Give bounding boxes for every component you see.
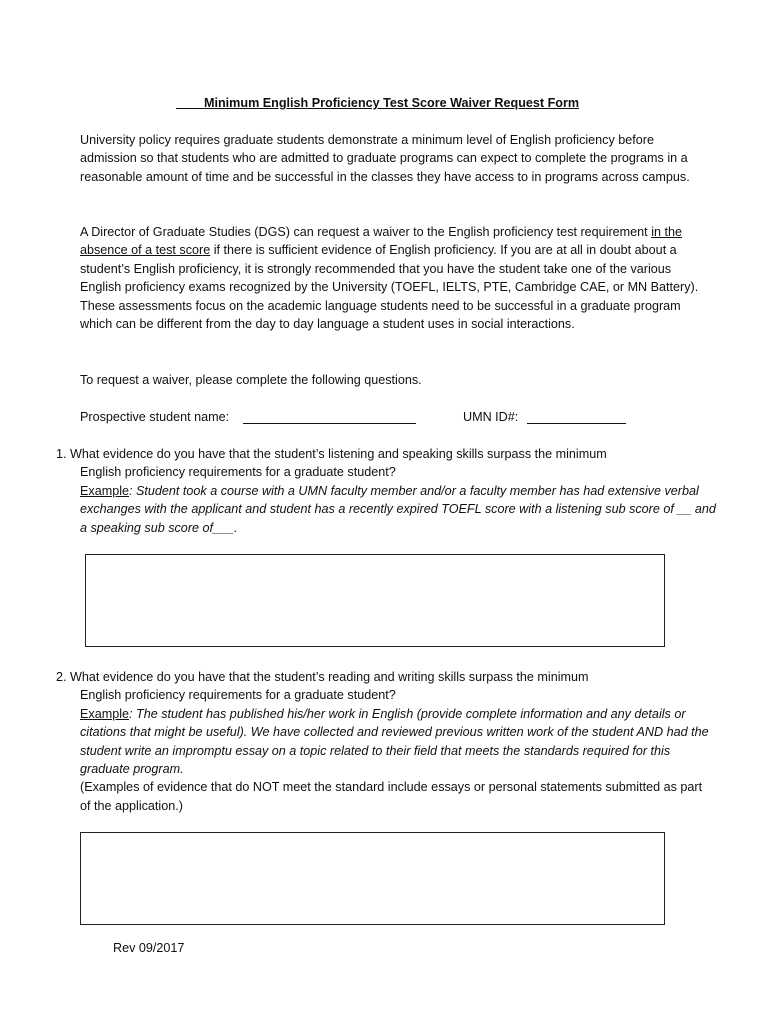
question-2-line2: English proficiency requirements for a graduate student? xyxy=(80,688,396,703)
question-1-example-text: : Student took a course with a UMN faculty member and/or a faculty member has had extensive verbal exchanges with the applicant and student has a recently expired TOEFL score with a listening sub score of __ and a speaking sub score of___. xyxy=(80,483,716,535)
student-name-label: Prospective student name: xyxy=(80,410,230,424)
question-2-example xyxy=(56,705,716,779)
question-1-example xyxy=(56,482,716,537)
dgs-underlined-phrase: in the absence of a test score xyxy=(80,225,682,258)
umn-id-field[interactable] xyxy=(527,423,626,424)
question-2-line1: 2. What evidence do you have that the student’s reading and writing skills surpass the minimum xyxy=(56,670,589,684)
question-2 xyxy=(56,668,716,815)
question-2-note: (Examples of evidence that do NOT meet the standard include essays or personal statements submitted as part of the application.) xyxy=(80,780,703,813)
student-name-field[interactable] xyxy=(243,423,416,424)
title-text: Minimum English Proficiency Test Score Waiver Request Form xyxy=(204,96,580,110)
form-title xyxy=(176,94,616,112)
question-1-line2: English proficiency requirements for a graduate student? xyxy=(80,465,396,480)
dgs-paragraph xyxy=(80,223,700,333)
umn-id-label: UMN ID#: xyxy=(463,410,519,424)
question-2-answer-box[interactable] xyxy=(80,832,665,925)
question-1-line1: 1. What evidence do you have that the student’s listening and speaking skills surpass the minimum xyxy=(56,447,607,461)
question-1 xyxy=(56,445,716,537)
student-info-row xyxy=(80,408,700,428)
question-1-example-label: Example xyxy=(80,483,129,498)
dgs-text-rest: if there is sufficient evidence of English proficiency. If you are at all in doubt about a student’s English proficiency, it is strongly recommended that you have the student take one of the various English proficiency exams recognized by the University (TOEFL, IELTS, PTE, Cambridge CAE, or MN Battery). These assessments focus on the academic language students need to be successful in a graduate program which can be different from the day to day language a student uses in social interactions. xyxy=(80,243,699,332)
question-2-example-label: Example xyxy=(80,706,129,721)
intro-paragraph: University policy requires graduate students demonstrate a minimum level of English proficiency before admission so that students who are admitted to graduate programs can expect to complete the programs in a reasonable amount of time and be successful in the classes they have access to in programs across campus. xyxy=(80,133,690,184)
question-1-answer-box[interactable] xyxy=(85,554,665,647)
title-leading-underline xyxy=(176,96,204,110)
revision-date: Rev 09/2017 xyxy=(113,941,185,955)
dgs-text-start: A Director of Graduate Studies (DGS) can request a waiver to the English proficiency test requirement xyxy=(80,225,652,239)
request-instruction: To request a waiver, please complete the following questions. xyxy=(80,373,422,387)
question-2-example-text: : The student has published his/her work in English (provide complete information and any details or citations that might be useful). We have collected and reviewed previous written work of the student AND had the student write an impromptu essay on a topic related to their field that meets the standards required for this graduate program. xyxy=(80,706,709,777)
